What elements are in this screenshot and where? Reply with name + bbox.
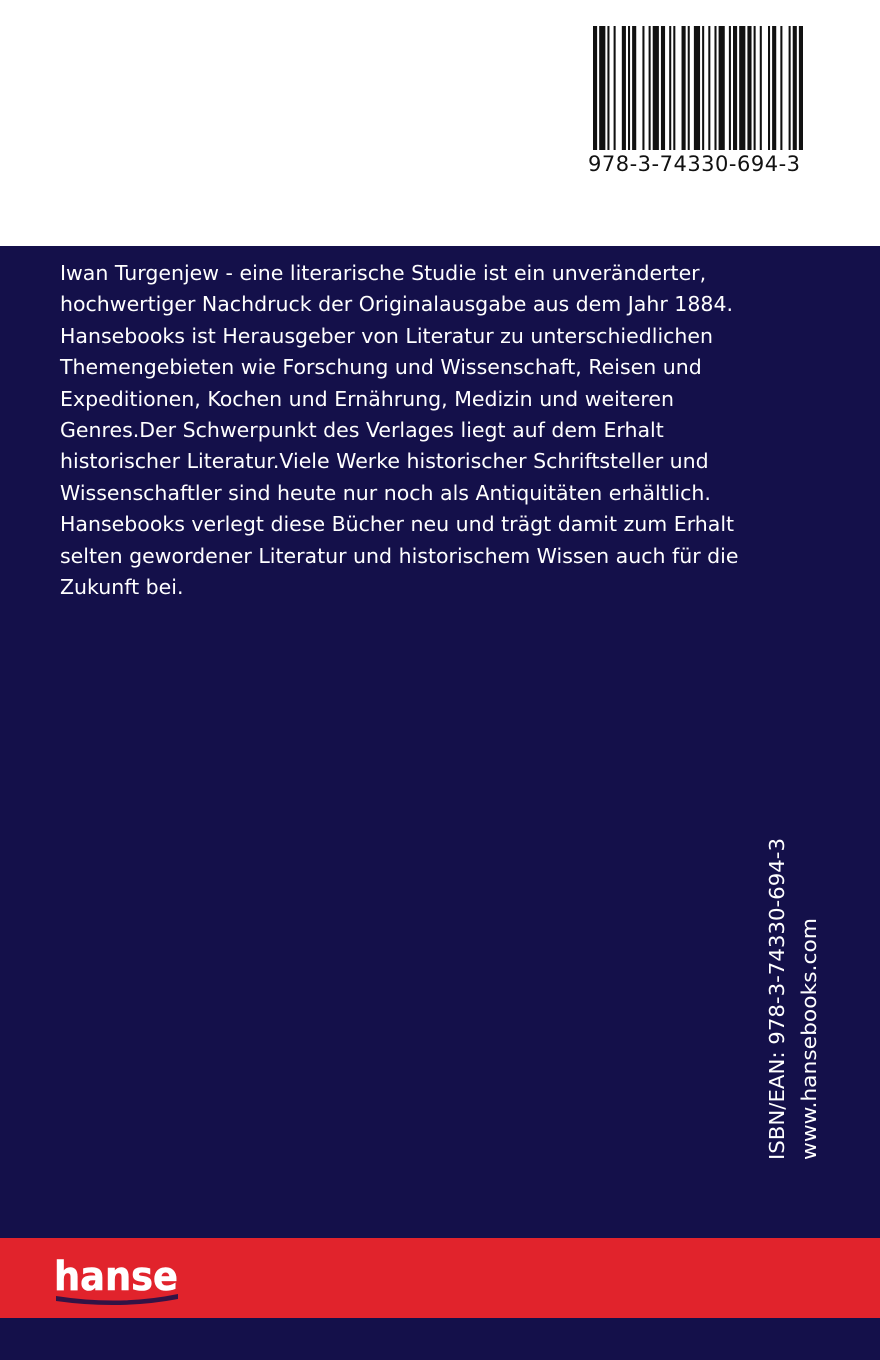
description-line: Zukunft bei. <box>60 575 184 600</box>
description-line: Genres.Der Schwerpunkt des Verlages liegt auf dem Erhalt <box>60 418 664 443</box>
description-line: Themengebieten wie Forschung und Wissenschaft, Reisen und <box>60 355 702 380</box>
description-line: selten gewordener Literatur und historischem Wissen auch für die <box>60 543 739 568</box>
description-line: Hansebooks ist Herausgeber von Literatur zu unterschiedlichen <box>60 323 714 348</box>
hanse-logo <box>50 1248 190 1310</box>
description-line: historischer Literatur.Viele Werke historischer Schriftsteller und <box>60 449 709 474</box>
description-line: Wissenschaftler sind heute nur noch als Antiquitäten erhältlich. <box>60 480 711 505</box>
barcode-image <box>593 26 803 150</box>
description-line: hochwertiger Nachdruck der Originalausgabe aus dem Jahr 1884. <box>60 292 733 317</box>
description-line: Expeditionen, Kochen und Ernährung, Medizin und weiteren <box>60 386 675 411</box>
barcode-isbn-number: 978-3-74330-694-3 <box>588 152 801 176</box>
description-line: Hansebooks verlegt diese Bücher neu und trägt damit zum Erhalt <box>60 512 735 537</box>
description-line: Iwan Turgenjew - eine literarische Studie ist ein unveränderter, <box>60 261 707 285</box>
vertical-isbn-block <box>762 838 822 1160</box>
book-description <box>60 258 850 603</box>
hanse-logo-text: hanse <box>54 1254 178 1300</box>
vertical-isbn-line: ISBN/EAN: 978-3-74330-694-3 <box>765 849 789 1160</box>
vertical-website-line: www.hansebooks.com <box>797 932 821 1160</box>
bottom-strip <box>0 1318 880 1360</box>
barcode-area <box>0 0 880 246</box>
